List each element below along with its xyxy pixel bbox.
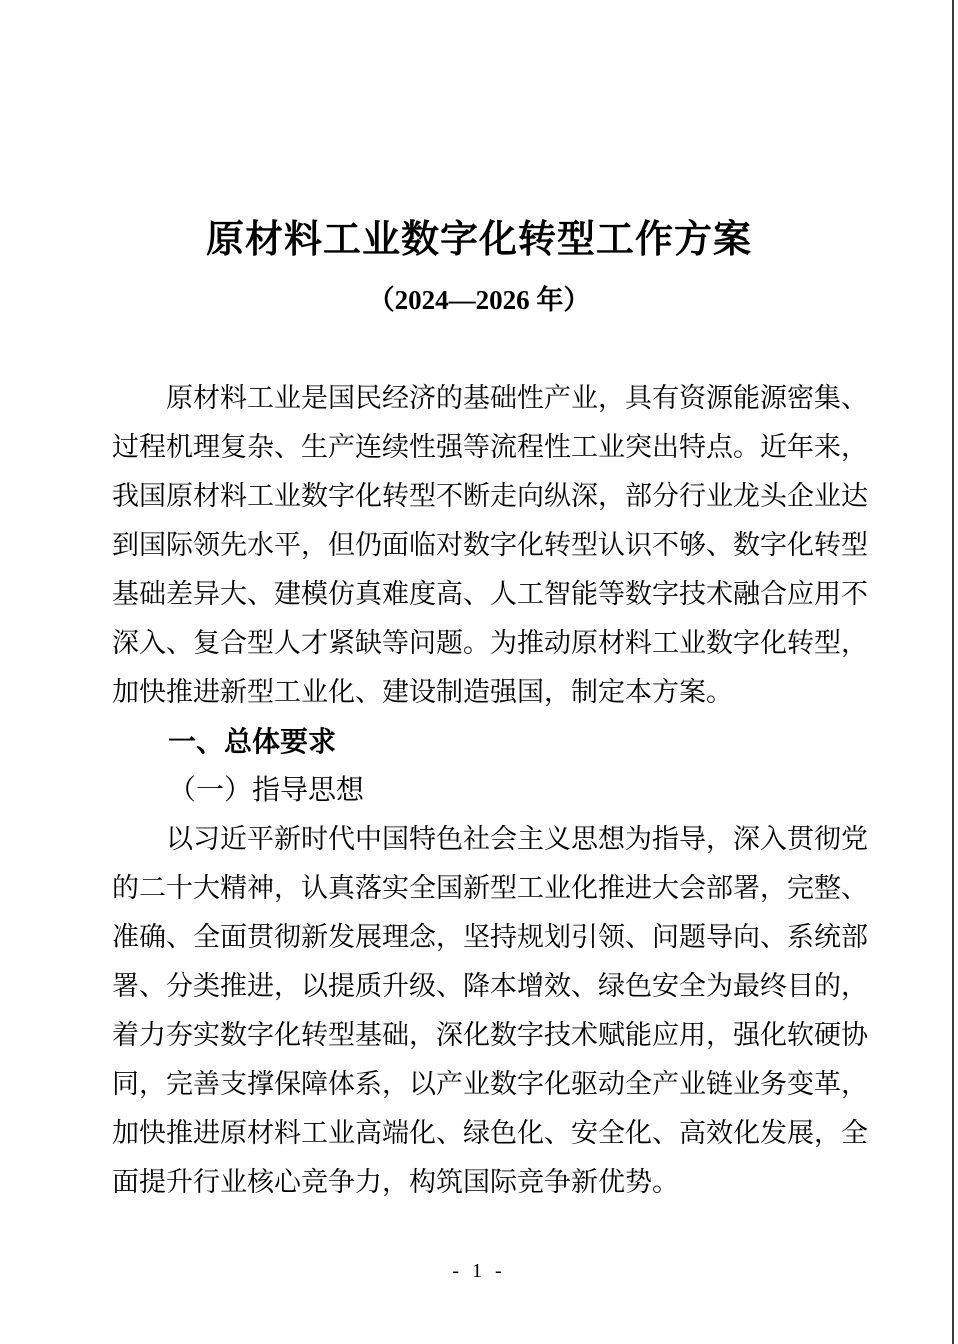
page-number: - 1 - [452, 1260, 506, 1282]
subsection-heading-guiding-ideology: （一）指导思想 [168, 775, 365, 806]
document-title: 原材料工业数字化转型工作方案 [205, 219, 752, 261]
page-right-edge-line [952, 0, 954, 1344]
document-body [112, 374, 868, 1207]
intro-paragraph: 原材料工业是国民经济的基础性产业，具有资源能源密集、过程机理复杂、生产连续性强等流程性工业突出特点。近年来，我国原材料工业数字化转型不断走向纵深，部分行业龙头企业达到国际领先水平，但仍面临对数字化转型认识不够、数字化转型基础差异大、建模仿真难度高、人工智能等数字技术融合应用不深入、复合型人才紧缺等问题。为推动原材料工业数字化转型，加快推进新型工业化、建设制造强国，制定本方案。 [112, 383, 868, 707]
section-heading-overall-requirements: 一、总体要求 [168, 726, 337, 757]
document-subtitle: （2024—2026 年） [367, 285, 591, 315]
guiding-ideology-paragraph: 以习近平新时代中国特色社会主义思想为指导，深入贯彻党的二十大精神，认真落实全国新型工业化推进大会部署，完整、准确、全面贯彻新发展理念，坚持规划引领、问题导向、系统部署、分类推进，以提质升级、降本增效、绿色安全为最终目的，着力夯实数字化转型基础，深化数字技术赋能应用，强化软硬协同，完善支撑保障体系，以产业数字化驱动全产业链业务变革，加快推进原材料工业高端化、绿色化、安全化、高效化发展，全面提升行业核心竞争力，构筑国际竞争新优势。 [112, 824, 868, 1197]
